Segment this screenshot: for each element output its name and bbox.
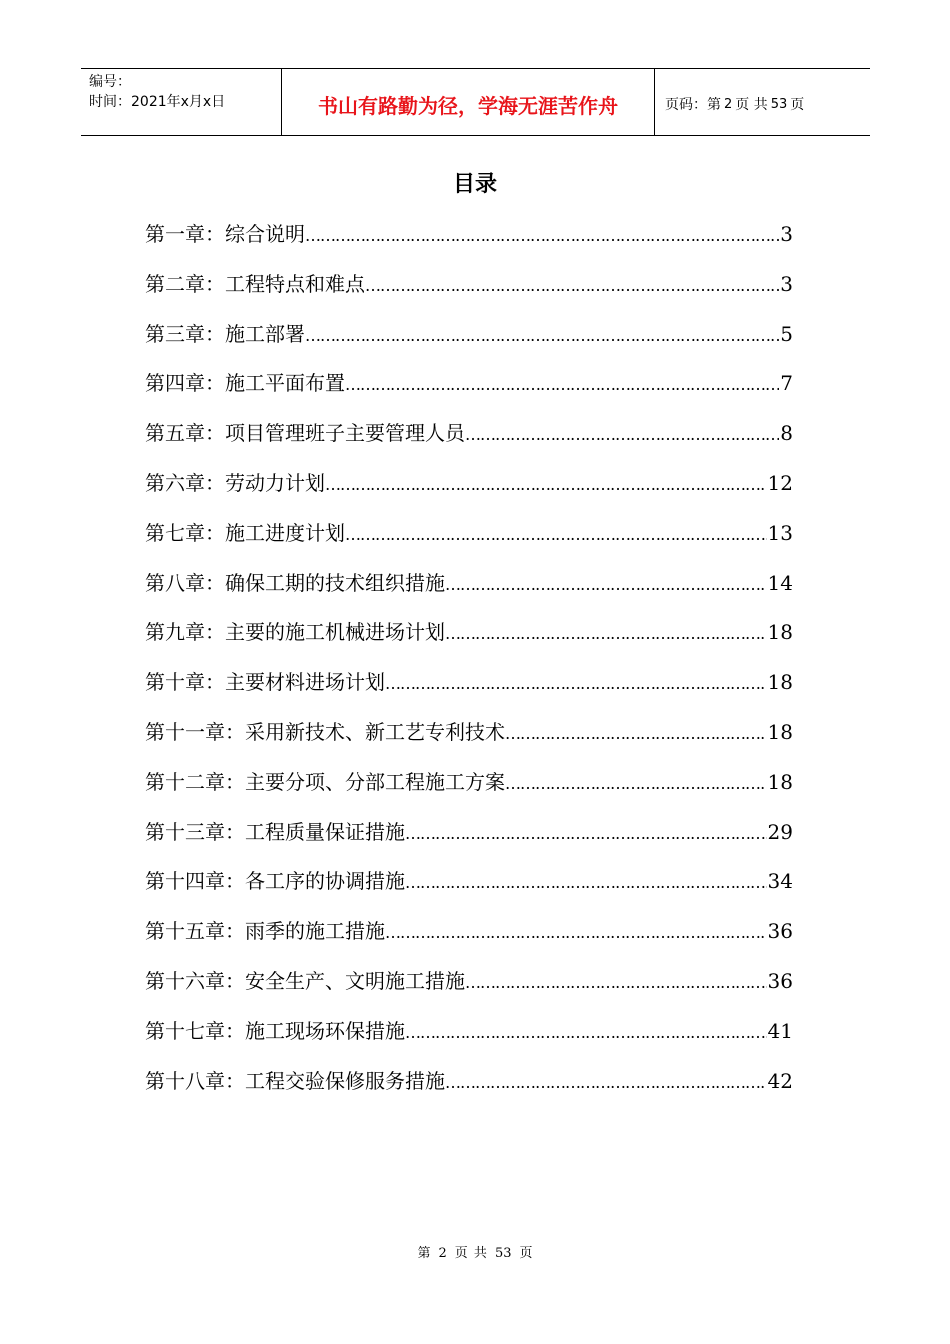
footer-prefix: 第	[417, 1246, 431, 1261]
toc-entry-page: 34	[767, 869, 793, 894]
header-page-middle: 页 共	[735, 97, 768, 113]
toc-dot-leader	[405, 858, 767, 908]
toc-entry[interactable]	[145, 210, 793, 260]
toc-dot-leader	[465, 958, 767, 1008]
toc-entry-label: 第十四章：各工序的协调措施	[145, 869, 405, 894]
toc-entry-label: 第四章：施工平面布置	[145, 371, 345, 396]
toc-entry-label: 第十六章：安全生产、文明施工措施	[145, 968, 465, 993]
toc-entry-page: 7	[780, 371, 793, 396]
toc-entry-label: 第九章：主要的施工机械进场计划	[145, 620, 445, 645]
header-page-current: 2	[724, 96, 733, 112]
toc-entry[interactable]	[145, 658, 793, 708]
toc-entry-label: 第十章：主要材料进场计划	[145, 670, 385, 695]
page-footer	[0, 1244, 950, 1264]
toc-entry[interactable]	[145, 758, 793, 808]
page-header	[81, 68, 870, 136]
header-page-prefix: 页码：第	[665, 97, 721, 113]
toc-entry-page: 18	[767, 719, 793, 744]
toc-dot-leader	[465, 410, 779, 460]
toc-entry[interactable]	[145, 957, 793, 1007]
toc-entry-label: 第十三章：工程质量保证措施	[145, 819, 405, 844]
toc-entry-label: 第五章：项目管理班子主要管理人员	[145, 421, 465, 446]
toc-entry-label: 第十八章：工程交验保修服务措施	[145, 1068, 445, 1093]
toc-dot-leader	[405, 809, 767, 859]
toc-entry-label: 第七章：施工进度计划	[145, 520, 345, 545]
footer-suffix: 页	[519, 1246, 533, 1261]
toc-entry[interactable]	[145, 509, 793, 559]
toc-entry-page: 36	[767, 919, 793, 944]
toc-dot-leader	[445, 1058, 767, 1108]
toc-dot-leader	[505, 709, 767, 759]
toc-dot-leader	[305, 311, 779, 361]
toc-entry[interactable]	[145, 409, 793, 459]
toc-entry-page: 3	[780, 271, 793, 296]
toc-dot-leader	[445, 609, 767, 659]
toc-entry-page: 18	[767, 670, 793, 695]
toc-entry-label: 第二章：工程特点和难点	[145, 271, 365, 296]
footer-middle: 页 共	[454, 1246, 487, 1261]
toc-dot-leader	[385, 659, 767, 709]
toc-dot-leader	[325, 460, 767, 510]
date-label: 时间：2021年x月x日	[89, 94, 226, 110]
toc-entry[interactable]	[145, 1007, 793, 1057]
toc-entry[interactable]	[145, 260, 793, 310]
toc-entry-page: 13	[767, 520, 793, 545]
toc-entry-label: 第一章：综合说明	[145, 222, 305, 246]
toc-dot-leader	[385, 908, 767, 958]
toc-entry-label: 第三章：施工部署	[145, 321, 305, 346]
toc-entry[interactable]	[145, 708, 793, 758]
header-meta	[81, 69, 282, 135]
toc-entry-label: 第十七章：施工现场环保措施	[145, 1018, 405, 1043]
toc-entry[interactable]	[145, 857, 793, 907]
toc-entry-page: 29	[767, 819, 793, 844]
toc-entry-page: 41	[767, 1018, 793, 1043]
toc-entry-page: 3	[780, 222, 793, 246]
toc-dot-leader	[365, 261, 779, 311]
header-page-suffix: 页	[790, 97, 805, 113]
serial-number-label: 编号：	[89, 74, 131, 90]
toc-entry-page: 18	[767, 769, 793, 794]
toc-entry-page: 42	[767, 1068, 793, 1093]
toc-dot-leader	[505, 759, 767, 809]
toc-entry-label: 第六章：劳动力计划	[145, 470, 325, 495]
toc-dot-leader	[305, 211, 779, 261]
footer-current-page: 2	[438, 1246, 447, 1261]
toc-title: 目录	[452, 172, 497, 197]
footer-total-pages: 53	[494, 1246, 512, 1261]
toc-dot-leader	[345, 360, 779, 410]
toc-entry[interactable]	[145, 559, 793, 609]
toc-entry[interactable]	[145, 608, 793, 658]
toc-entry-page: 5	[780, 321, 793, 346]
toc-entry-label: 第八章：确保工期的技术组织措施	[145, 570, 445, 595]
toc-entry[interactable]	[145, 907, 793, 957]
toc-dot-leader	[445, 560, 767, 610]
toc-entry-label: 第十一章：采用新技术、新工艺专利技术	[145, 719, 505, 744]
toc-entry[interactable]	[145, 808, 793, 858]
header-motto: 书山有路勤为径，学海无涯苦作舟	[282, 69, 655, 135]
toc-entry[interactable]	[145, 359, 793, 409]
toc-entry-page: 18	[767, 620, 793, 645]
toc-dot-leader	[345, 510, 767, 560]
toc-entry-page: 8	[780, 421, 793, 446]
toc-entry-label: 第十二章：主要分项、分部工程施工方案	[145, 769, 505, 794]
header-page-total: 53	[770, 96, 788, 112]
toc-entry-label: 第十五章：雨季的施工措施	[145, 919, 385, 944]
toc-entry-page: 14	[767, 570, 793, 595]
table-of-contents	[145, 210, 793, 1106]
toc-entry-page: 12	[767, 470, 793, 495]
toc-dot-leader	[405, 1008, 767, 1058]
toc-entry[interactable]	[145, 459, 793, 509]
toc-entry-page: 36	[767, 968, 793, 993]
header-page-info	[655, 69, 870, 135]
toc-entry[interactable]	[145, 1057, 793, 1107]
toc-entry[interactable]	[145, 310, 793, 360]
